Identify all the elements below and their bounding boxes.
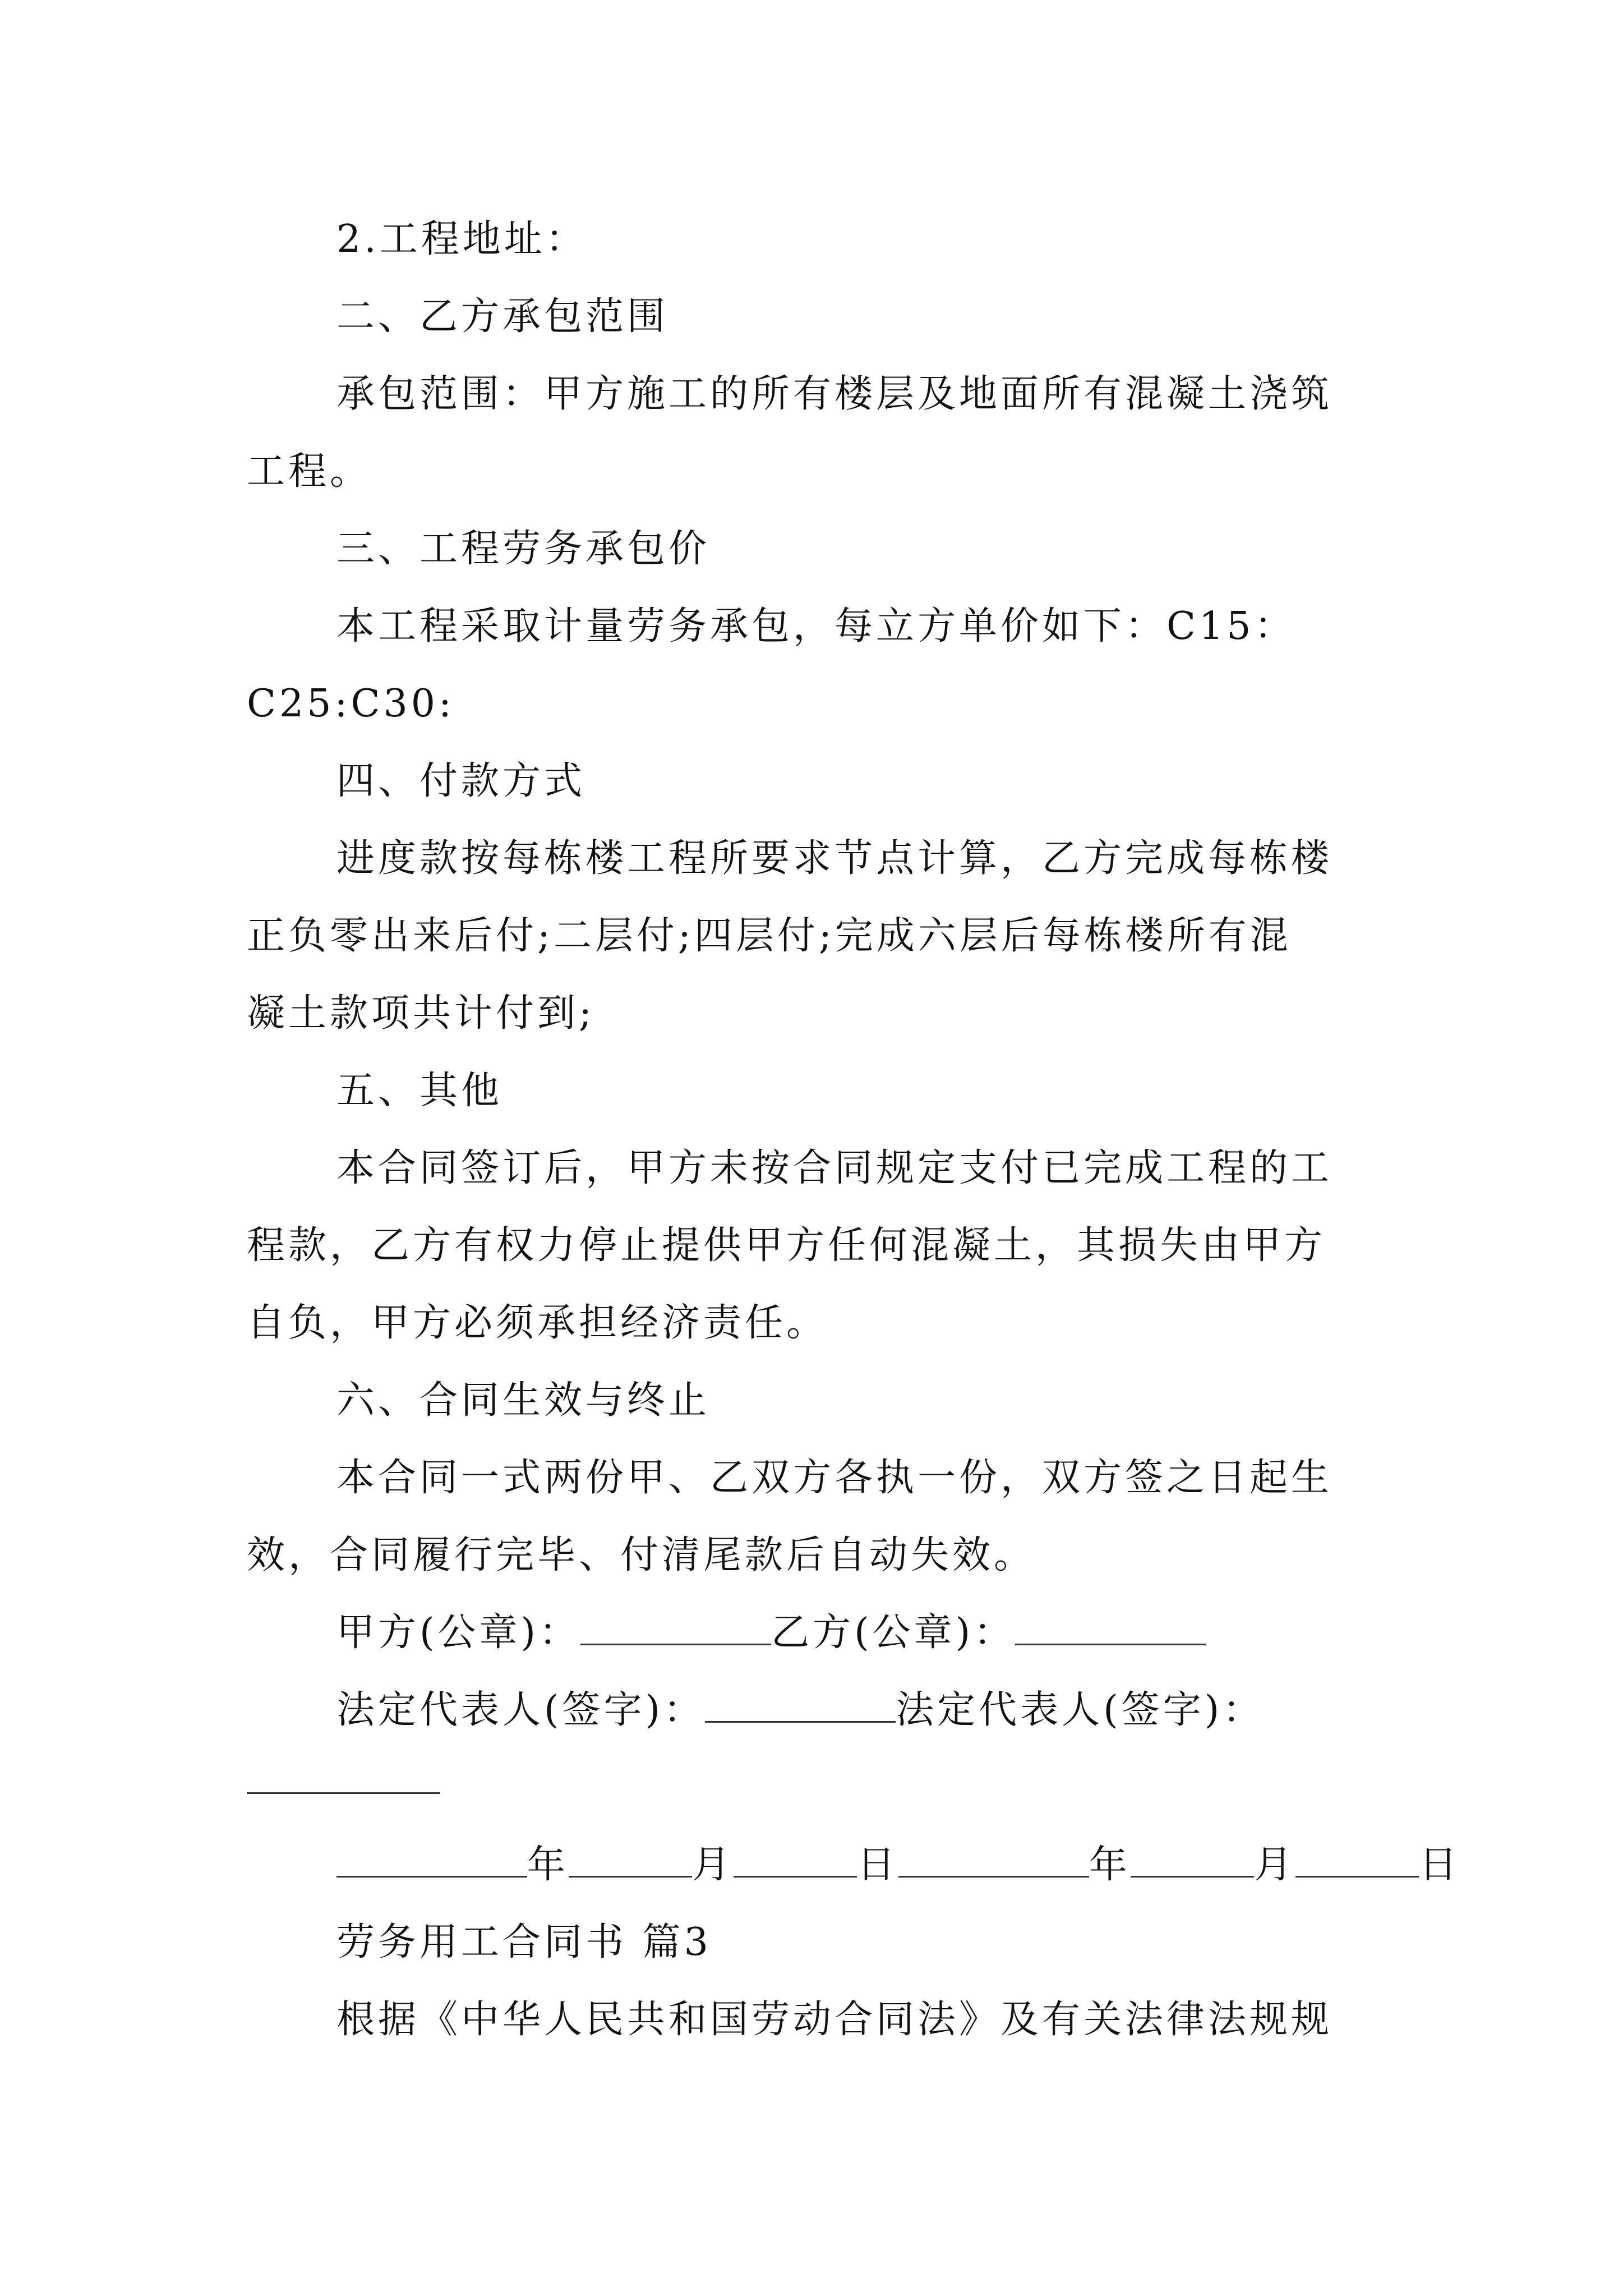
party-a-seal-label: 甲方(公章)：: [336, 1611, 581, 1655]
paragraph-line: 自负，甲方必须承担经济责任。: [247, 1301, 828, 1345]
paragraph-line: 承包范围：甲方施工的所有楼层及地面所有混凝土浇筑: [336, 372, 1333, 416]
paragraph-line: 进度款按每栋楼工程所要求节点计算，乙方完成每栋楼: [336, 836, 1333, 881]
paragraph-line: 工程。: [247, 449, 372, 494]
day-label: 日: [857, 1843, 899, 1887]
heading-scope: 二、乙方承包范围: [336, 295, 669, 339]
heading-other: 五、其他: [336, 1069, 503, 1113]
paragraph-line: 正负零出来后付;二层付;四层付;完成六层后每栋楼所有混: [247, 914, 1292, 958]
representative-line: [336, 1685, 1264, 1736]
party-a-rep-label: 法定代表人(签字)：: [336, 1688, 706, 1732]
month-label: 月: [1254, 1843, 1296, 1887]
heading-price: 三、工程劳务承包价: [336, 527, 711, 571]
party-b-rep-label: 法定代表人(签字)：: [896, 1688, 1265, 1732]
party-a-seal-blank: [580, 1609, 771, 1645]
seal-line: [336, 1608, 1206, 1658]
year-blank-a: [336, 1841, 527, 1878]
month-blank-b: [1131, 1841, 1254, 1878]
party-b-rep-blank: [247, 1792, 440, 1794]
paragraph-line: 本合同一式两份甲、乙双方各执一份，双方签之日起生: [336, 1456, 1333, 1500]
day-blank-a: [734, 1841, 857, 1878]
party-b-seal-blank: [1015, 1609, 1206, 1645]
paragraph-line: 程款，乙方有权力停止提供甲方任何混凝土，其损失由甲方: [247, 1223, 1326, 1268]
month-label: 月: [692, 1843, 734, 1887]
year-blank-b: [898, 1841, 1089, 1878]
year-label: 年: [527, 1843, 569, 1887]
date-line: [336, 1840, 1460, 1890]
paragraph-line: 根据《中华人民共和国劳动合同法》及有关法律法规规: [336, 1998, 1333, 2042]
paragraph-line: 本工程采取计量劳务承包，每立方单价如下：C15：: [336, 604, 1296, 648]
party-a-rep-blank: [705, 1686, 896, 1723]
year-label: 年: [1089, 1843, 1131, 1887]
day-blank-b: [1295, 1841, 1419, 1878]
project-address-line: 2.工程地址：: [336, 217, 587, 261]
heading-effect: 六、合同生效与终止: [336, 1378, 711, 1423]
paragraph-line: 本合同签订后，甲方未按合同规定支付已完成工程的工: [336, 1146, 1333, 1190]
month-blank-a: [569, 1841, 692, 1878]
heading-payment: 四、付款方式: [336, 759, 586, 803]
party-b-seal-label: 乙方(公章)：: [771, 1611, 1016, 1655]
paragraph-line: C25:C30:: [247, 682, 455, 726]
day-label: 日: [1419, 1843, 1461, 1887]
paragraph-line: 效，合同履行完毕、付清尾款后自动失效。: [247, 1533, 1036, 1577]
paragraph-line: 凝土款项共计付到;: [247, 991, 595, 1036]
section-title: 劳务用工合同书 篇3: [336, 1920, 712, 1964]
